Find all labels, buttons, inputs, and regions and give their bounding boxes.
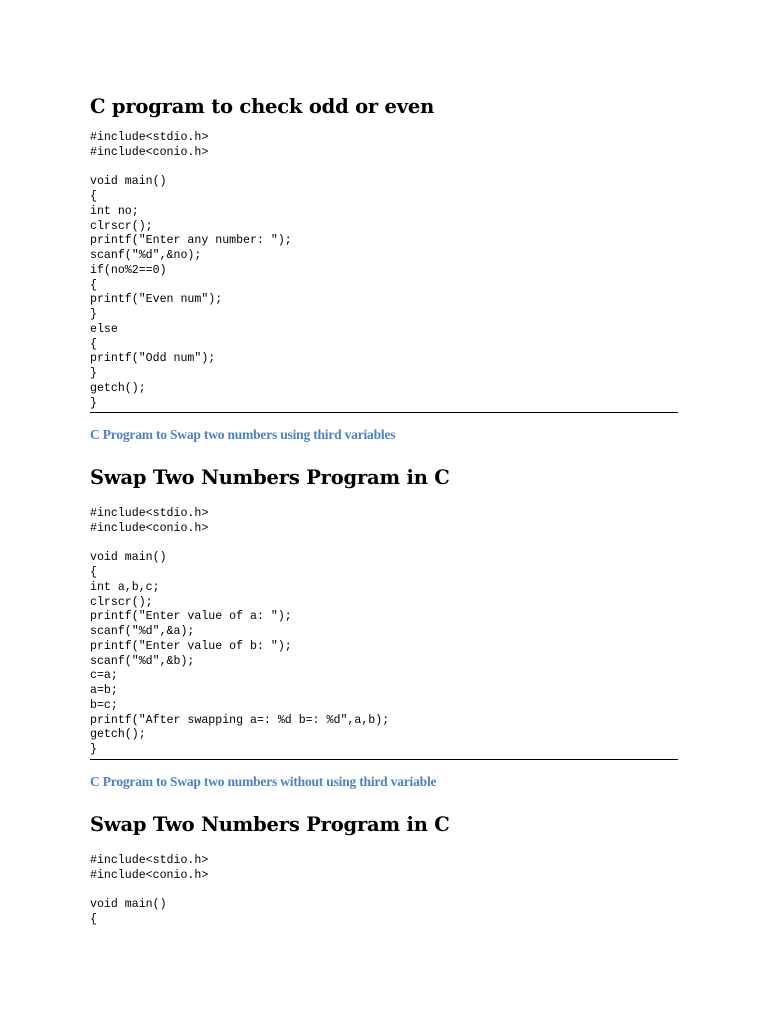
section-odd-even-title-wrap (90, 95, 434, 119)
section-swap2-title-wrap (90, 813, 450, 837)
code-block: #include<stdio.h> #include<conio.h> void main() { (90, 854, 209, 926)
code-block: #include<stdio.h> #include<conio.h> void main() { int no; clrscr(); printf("Enter any number: "); scanf("%d",&no); if(no%2==0) { printf("Even num"); } else { printf("Odd num"); } getch(); } (90, 131, 292, 410)
link-wrap (90, 773, 436, 791)
swap-third-variable-link[interactable]: C Program to Swap two numbers using third variables (90, 427, 396, 442)
section-divider (90, 759, 678, 760)
section-odd-even-code-wrap (90, 131, 292, 411)
section-swap-code-wrap (90, 507, 389, 758)
swap-without-third-variable-link[interactable]: C Program to Swap two numbers without using third variable (90, 774, 437, 789)
section-title: C program to check odd or even (90, 95, 435, 118)
section-title: Swap Two Numbers Program in C (90, 813, 450, 836)
section-title: Swap Two Numbers Program in C (90, 466, 450, 489)
link-wrap (90, 426, 395, 444)
section-swap2-code-wrap (90, 854, 208, 928)
section-divider (90, 412, 678, 413)
code-block: #include<stdio.h> #include<conio.h> void main() { int a,b,c; clrscr(); printf("Enter value of a: "); scanf("%d",&a); printf("Enter value of b: "); scanf("%d",&b); c=a; a=b; b=c; printf("After swapping a=: %d b=: %d",a,b); getch(); } (90, 507, 390, 756)
section-swap-title-wrap (90, 466, 450, 490)
